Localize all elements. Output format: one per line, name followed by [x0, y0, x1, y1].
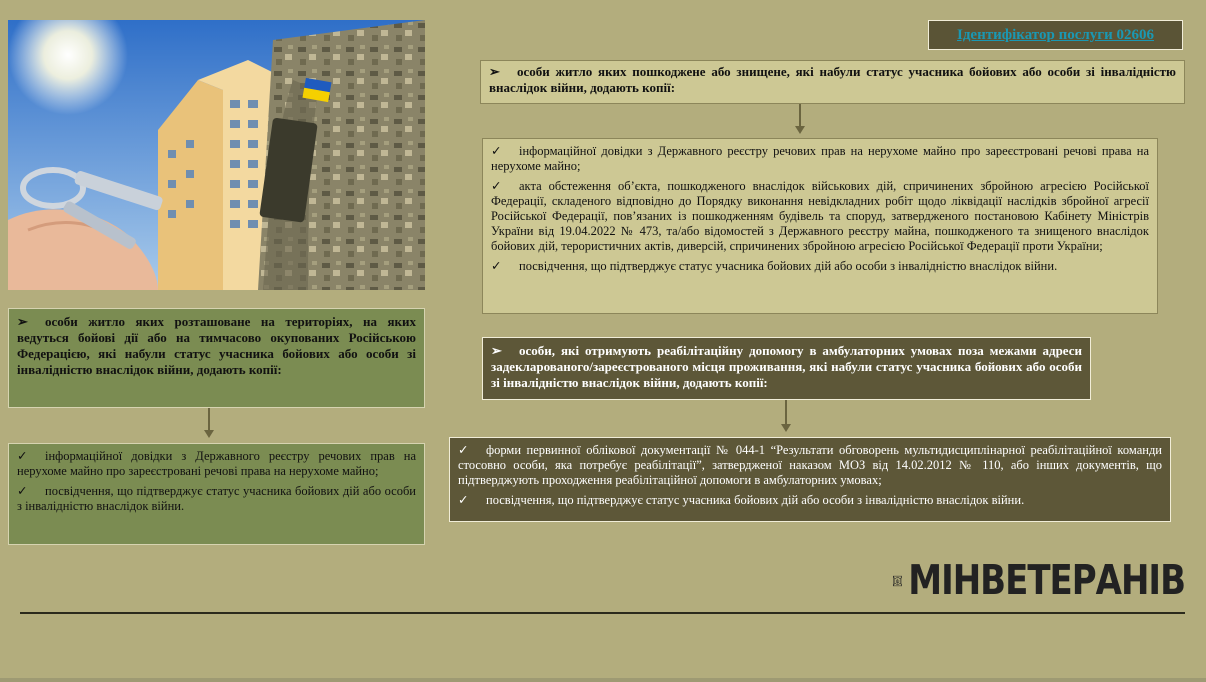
- flow-arrow: [799, 104, 801, 132]
- rehabilitation-heading: [482, 337, 1091, 400]
- arrow-bullet-icon: ➢: [489, 64, 500, 79]
- flow-arrow: [208, 408, 210, 436]
- arrow-bullet-icon: ➢: [491, 343, 502, 358]
- page-bottom-edge: [0, 678, 1206, 682]
- heading-text: особи житло яких пошкоджене або знищене, які набули статус учасника бойових або особи зі інвалідністю внаслідок війни, додають копії:: [489, 64, 1176, 95]
- service-id-badge[interactable]: [928, 20, 1183, 50]
- logo-text: МІНВЕТЕРАНІВ: [908, 557, 1185, 605]
- heading-text: особи, які отримують реабілітаційну допомогу в амбулаторних умовах поза межами адреси задекларованого/зареєстрованого місця проживання, які набули статус учасника бойових або особи зі інвалідністю внаслідок війни, додають копії:: [491, 343, 1082, 390]
- footer-divider: [20, 612, 1185, 614]
- arrow-bullet-icon: ➢: [17, 314, 28, 329]
- list-item: ✓ інформаційної довідки з Державного реєстру речових прав на нерухоме майно про зареєстровані речові права на нерухоме майно;: [17, 449, 416, 478]
- hero-photo: [8, 20, 425, 290]
- war-damaged-housing-documents: [482, 138, 1158, 314]
- ministry-emblem-icon: [893, 561, 902, 601]
- keys-soldier-illustration: [8, 20, 425, 290]
- war-damaged-housing-heading: [480, 60, 1185, 104]
- check-icon: ✓: [491, 259, 502, 273]
- check-icon: ✓: [17, 484, 28, 498]
- flow-arrow: [785, 400, 787, 430]
- check-icon: ✓: [491, 179, 502, 193]
- list-item: ✓ форми первинної облікової документації № 044-1 “Результати обговорень мультидисциплінарної реабілітаційної команди стосовно особи, яка потребує реабілітації”, затвердженої наказом МОЗ від 14.02.2012 № 110, або інших документів, що підтверджують проходження реабілітаційної допомоги в амбулаторних умовах;: [458, 443, 1162, 487]
- list-item: ✓ інформаційної довідки з Державного реєстру речових прав на нерухоме майно про зареєстровані речові права на нерухоме майно;: [491, 144, 1149, 173]
- list-item: ✓ акта обстеження об’єкта, пошкодженого внаслідок військових дій, спричинених збройною агресією Російської Федерації, складеного відповідно до Порядку виконання невідкладних робіт щодо ліквідації наслідків збройної агресії Російської Федерації, пов’язаних із пошкодженням будівель та споруд, затвердженого постановою Кабінету Міністрів України від 19.04.2022 № 473, та/або відомостей з Державного реєстру майна, пошкодженого та знищеного внаслідок бойових дій, терористичних актів, диверсій, спричинених збройною агресією Російської Федерації проти України;: [491, 179, 1149, 253]
- occupied-territory-heading: [8, 308, 425, 408]
- list-item: ✓ посвідчення, що підтверджує статус учасника бойових дій або особи з інвалідністю внаслідок війни.: [458, 493, 1025, 507]
- list-item: ✓ посвідчення, що підтверджує статус учасника бойових дій або особи з інвалідністю внаслідок війни.: [17, 484, 416, 513]
- ministry-logo: [893, 557, 1185, 605]
- heading-text: особи житло яких розташоване на територіях, на яких ведуться бойові дії або на тимчасово окупованих Російською Федерацією, які набули статус учасника бойових або особи зі інвалідністю внаслідок війни, додають копії:: [17, 314, 416, 377]
- service-id-link[interactable]: Ідентифікатор послуги 02606: [957, 26, 1154, 43]
- check-icon: ✓: [458, 443, 469, 457]
- check-icon: ✓: [458, 493, 469, 507]
- check-icon: ✓: [491, 144, 502, 158]
- list-item: ✓ посвідчення, що підтверджує статус учасника бойових дій або особи з інвалідністю внаслідок війни.: [491, 259, 1058, 273]
- check-icon: ✓: [17, 449, 28, 463]
- occupied-territory-documents: [8, 443, 425, 545]
- rehabilitation-documents: [449, 437, 1171, 522]
